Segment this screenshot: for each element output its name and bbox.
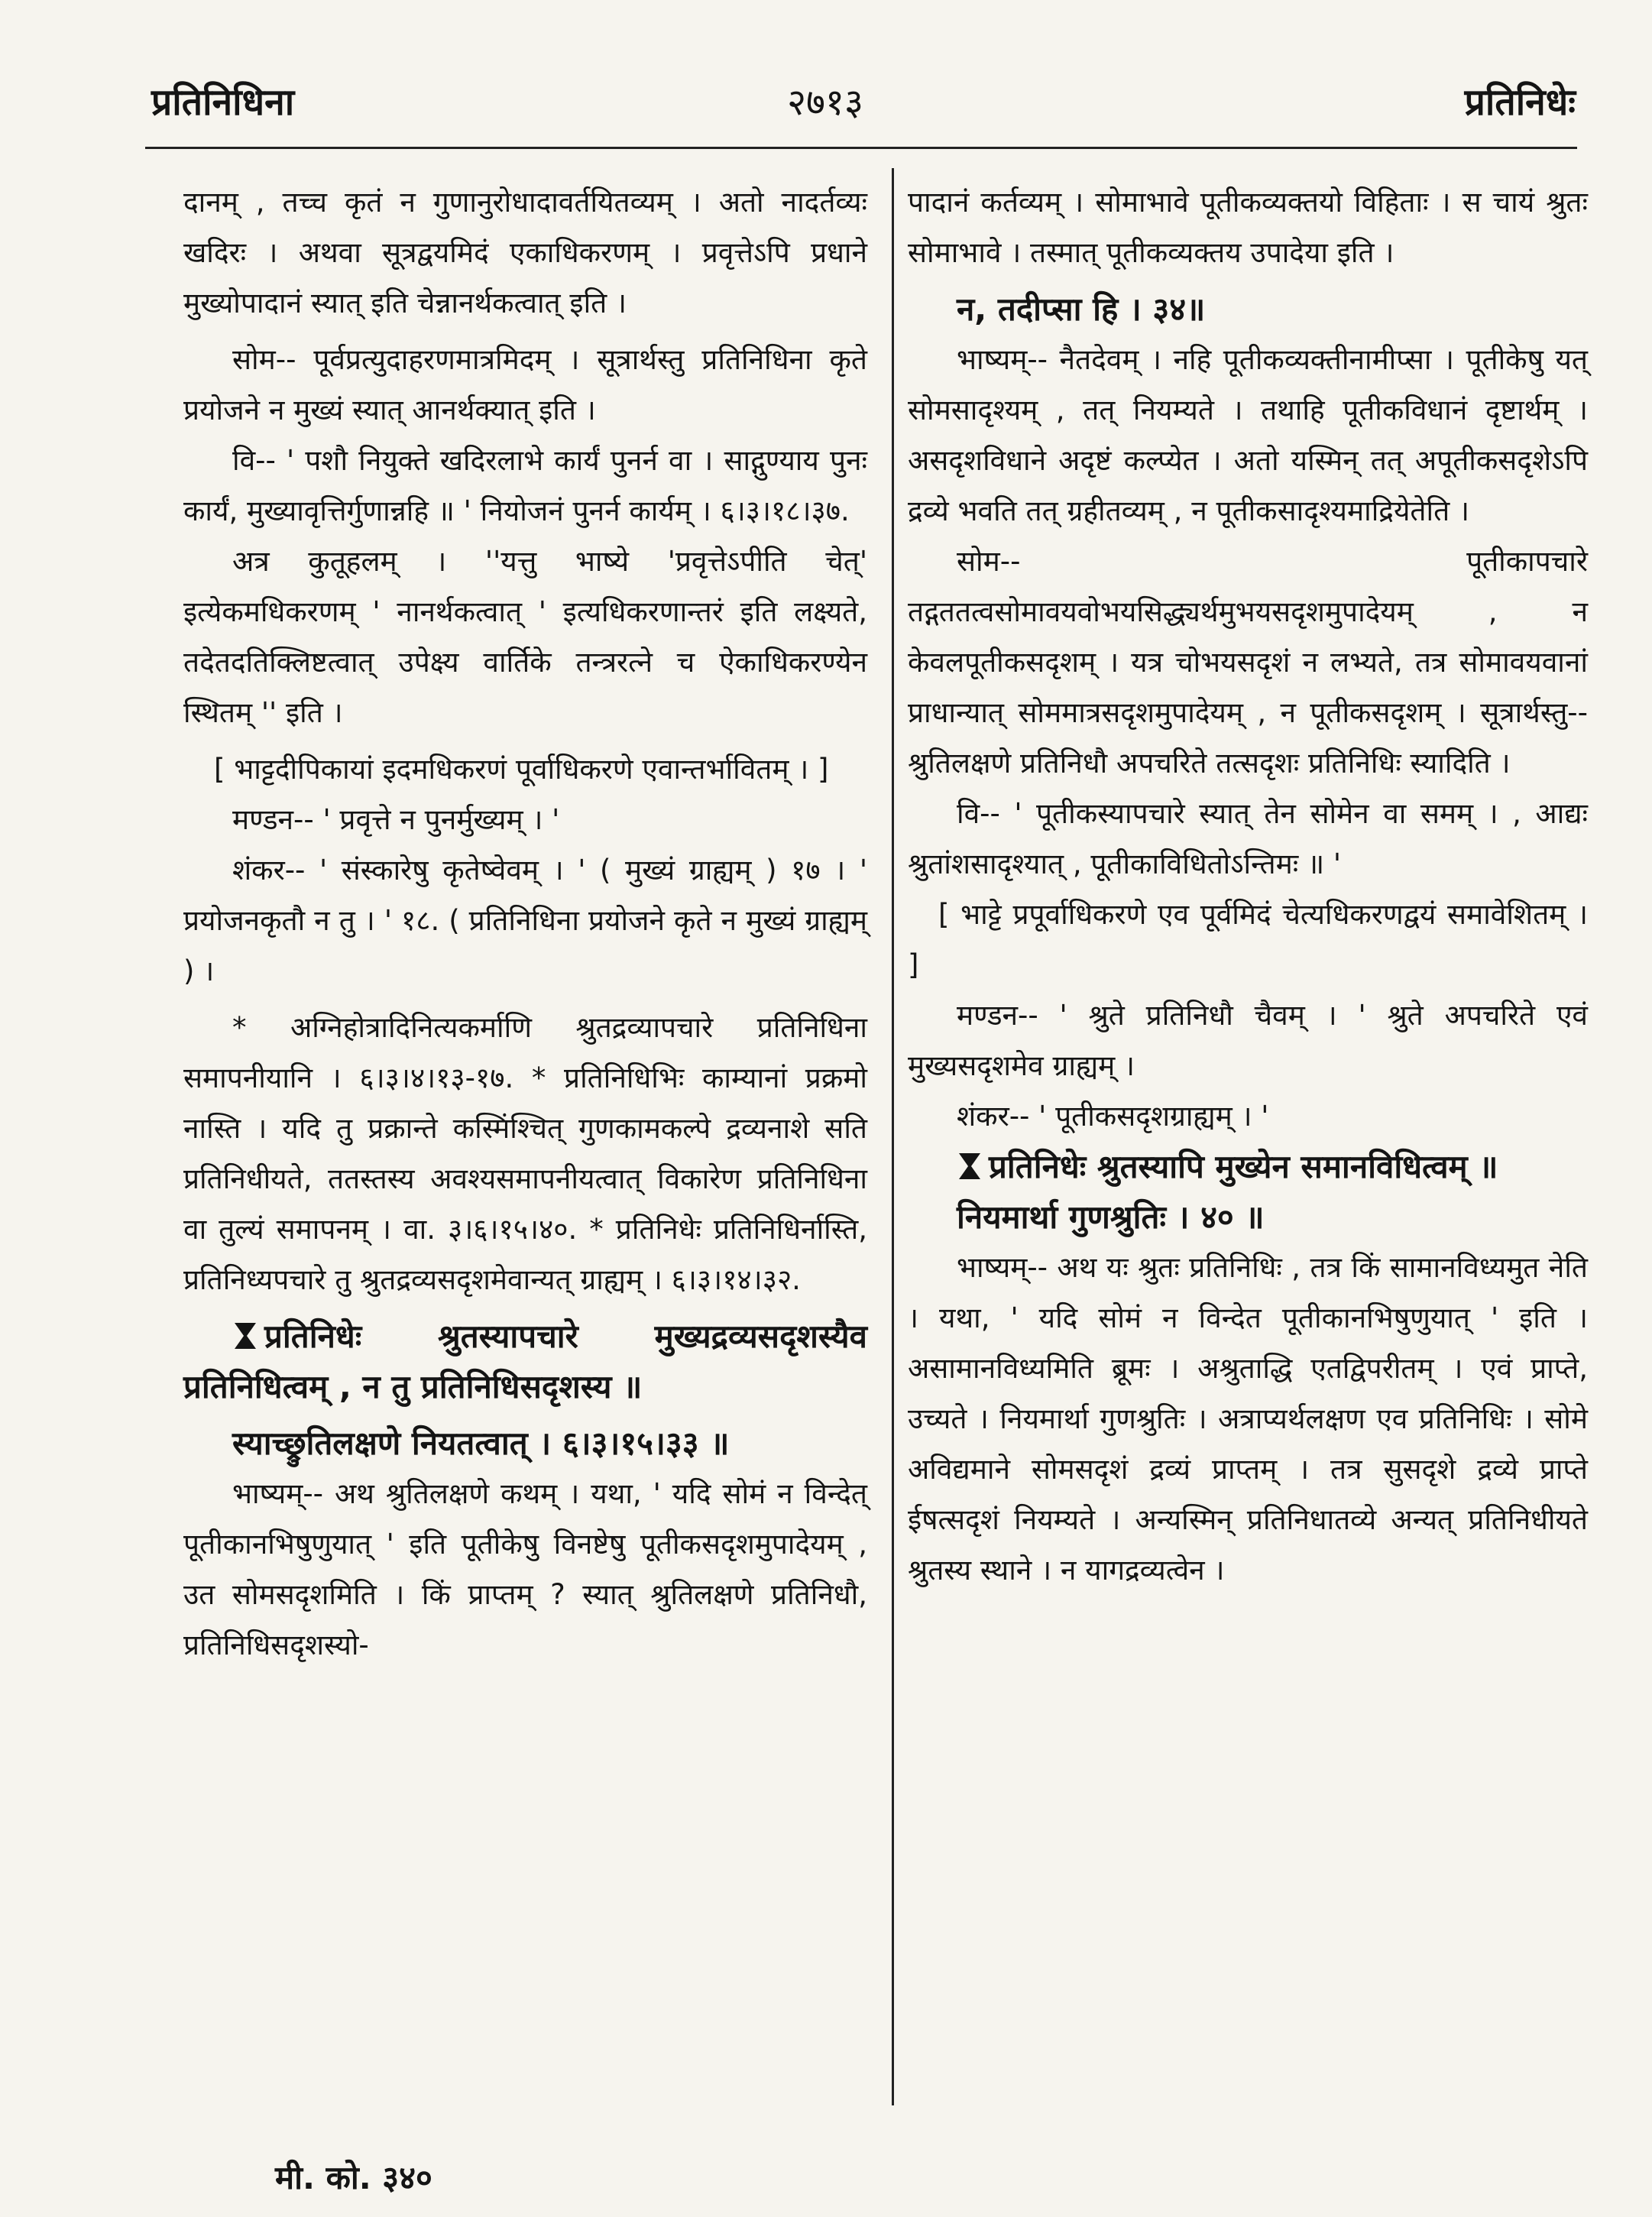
paragraph: [ भाट्टदीपिकायां इदमधिकरणं पूर्वाधिकरणे एवान्तर्भावितम् । ] — [214, 753, 829, 786]
left-column — [183, 177, 867, 1671]
paragraph: शंकर-- ' संस्कारेषु कृतेष्वेवम् । ' ( मुख्यं ग्राह्यम् ) १७ । ' प्रयोजनकृतौ न तु । ' १८. ( प्रतिनिधिना प्रयोजने कृते न मुख्यं ग्राह्यम् ) । — [183, 854, 868, 987]
paragraph: वि-- ' पूतीकस्यापचारे स्यात् तेन सोमेन वा समम् । , आद्यः श्रुतांशसादृश्यात् , पूतीकाविधितोऽन्तिमः ॥ ' — [908, 797, 1588, 880]
sutra: स्याच्छ्रुतिलक्षणे नियतत्वात् । ६।३।१५।३३ ॥ — [232, 1425, 730, 1462]
paragraph: दानम् , तच्च कृतं न गुणानुरोधादावर्तयितव्यम् । अतो नादर्तव्यः खदिरः । अथवा सूत्रद्वयमिदं एकाधिकरणम् । प्रवृत्तेऽपि प्रधाने मुख्योपादानं स्यात् इति चेन्नानर्थकत्वात् इति । — [183, 186, 867, 319]
running-head-left: प्रतिनिधिना — [151, 81, 295, 124]
section-heading — [183, 1311, 867, 1412]
footer-signature: मी. को. ३४० — [275, 2159, 432, 2196]
hourglass-icon — [232, 1321, 258, 1350]
paragraph: भाष्यम्-- नैतदेवम् । नहि पूतीकव्यक्तीनामीप्सा । पूतीकेषु यत् सोमसादृश्यम् , तत् नियम्यते । तथाहि पूतीकविधानं दृष्टार्थम् । असदृशविधाने अदृष्टं कल्प्येत । अतो यस्मिन् तत् अपूतीकसदृशेऽपि द्रव्ये भवति तत् ग्रहीतव्यम् , न पूतीकसादृश्यमाद्रियेतेति । — [908, 343, 1588, 527]
paragraph: मण्डन-- ' प्रवृत्ते न पुनर्मुख्यम् । ' — [232, 803, 560, 836]
hourglass-icon — [957, 1152, 983, 1181]
paragraph: भाष्यम्-- अथ श्रुतिलक्षणे कथम् । यथा, ' यदि सोमं न विन्देत् पूतीकानभिषुणुयात् ' इति पूतीकेषु विनष्टेषु पूतीकसदृशमुपादेयम् , उत सोमसदृशमिति । किं प्राप्तम् ? स्यात् श्रुतिलक्षणे प्रतिनिधौ, प्रतिनिधिसदृशस्यो- — [183, 1477, 867, 1661]
paragraph: शंकर-- ' पूतीकसदृशग्राह्यम् । ' — [957, 1100, 1269, 1133]
running-head-right: प्रतिनिधेः — [1464, 81, 1576, 124]
paragraph: भाष्यम्-- अथ यः श्रुतः प्रतिनिधिः , तत्र किं सामानविध्यमुत नेति । यथा, ' यदि सोमं न विन्देत पूतीकानभिषुणुयात् ' इति । असामानविध्यमिति ब्रूमः । अश्रुताद्धि एतद्विपरीतम् । एवं प्राप्ते, उच्यते । नियमार्था गुणश्रुतिः । अत्राप्यर्थलक्षण एव प्रतिनिधिः । सोमे अविद्यमाने सोमसदृशं द्रव्यं प्राप्तम् । तत्र सुसदृशे द्रव्ये प्राप्ते ईषत्सदृशं नियम्यते । अन्यस्मिन् प्रतिनिधातव्ये अन्यत् प्रतिनिधीयते श्रुतस्य स्थाने । न यागद्रव्यत्वेन । — [908, 1251, 1588, 1587]
paragraph: मण्डन-- ' श्रुते प्रतिनिधौ चैवम् । ' श्रुते अपचरिते एवं मुख्यसदृशमेव ग्राह्यम् । — [908, 999, 1588, 1082]
paragraph: * अग्निहोत्रादिनित्यकर्माणि श्रुतद्रव्यापचारे प्रतिनिधिना समापनीयानि । ६।३।४।१३-१७. * प्रतिनिधिभिः काम्यानां प्रक्रमो नास्ति । यदि तु प्रक्रान्ते कस्मिंश्चित् गुणकामकल्पे द्रव्यनाशे सति प्रतिनिधीयते, ततस्तस्य अवश्यसमापनीयत्वात् विकारेण प्रतिनिधिना वा तुल्यं समापनम् । वा. ३।६।१५।४०. * प्रतिनिधेः प्रतिनिधिर्नास्ति, प्रतिनिध्यपचारे तु श्रुतद्रव्यसदृशमेवान्यत् ग्राह्यम् । ६।३।१४।३२. — [183, 1011, 867, 1296]
section-heading-text: प्रतिनिधेः श्रुतस्यापि मुख्येन समानविधित्वम् ॥ — [989, 1148, 1498, 1185]
paragraph: सोम-- पूर्वप्रत्युदाहरणमात्रमिदम् । सूत्रार्थस्तु प्रतिनिधिना कृते प्रयोजने न मुख्यं स्यात् आनर्थक्यात् इति । — [183, 343, 867, 426]
paragraph: पादानं कर्तव्यम् । सोमाभावे पूतीकव्यक्तयो विहिताः । स चायं श्रुतः सोमाभावे । तस्मात् पूतीकव्यक्तय उपादेया इति । — [908, 186, 1588, 269]
paragraph: अत्र कुतूहलम् । ''यत्तु भाष्ये 'प्रवृत्तेऽपीति चेत्' इत्येकमधिकरणम् ' नानर्थकत्वात् ' इत्यधिकरणान्तरं इति लक्ष्यते, तदेतदतिक्लिष्टत्वात् उपेक्ष्य वार्तिके तन्त्ररत्ने च ऐकाधिकरण्येन स्थितम् '' इति । — [183, 545, 867, 729]
right-column — [908, 177, 1588, 1596]
page-number: २७१३ — [787, 81, 863, 124]
section-heading — [908, 1142, 1588, 1192]
paragraph: वि-- ' पशौ नियुक्ते खदिरलाभे कार्यं पुनर्न वा । साद्गुण्याय पुनः कार्यं, मुख्यावृत्तिर्गुणान्नहि ॥ ' नियोजनं पुनर्न कार्यम् । ६।३।१८।३७. — [183, 444, 867, 527]
sutra: नियमार्था गुणश्रुतिः । ४० ॥ — [957, 1198, 1265, 1236]
sutra: न, तदीप्सा हि । ३४॥ — [957, 290, 1206, 328]
paragraph: [ भाट्टे प्रपूर्वाधिकरणे एव पूर्वमिदं चेत्यधिकरणद्वयं समावेशितम् । ] — [908, 898, 1588, 981]
paragraph: सोम-- पूतीकापचारे तद्गततत्वसोमावयवोभयसिद्ध्यर्थमुभयसदृशमुपादेयम् , न केवलपूतीकसदृशम् । यत्र चोभयसदृशं न लभ्यते, तत्र सोमावयवानां प्राधान्यात् सोममात्रसदृशमुपादेयम् , न पूतीकसदृशम् । सूत्रार्थस्तु-- श्रुतिलक्षणे प्रतिनिधौ अपचरिते तत्सदृशः प्रतिनिधिः स्यादिति । — [908, 545, 1588, 780]
section-heading-text: प्रतिनिधेः श्रुतस्यापचारे मुख्यद्रव्यसदृशस्यैव प्रतिनिधित्वम् , न तु प्रतिनिधिसदृशस्य ॥ — [183, 1318, 867, 1405]
header-rule — [145, 147, 1577, 149]
column-divider — [892, 168, 894, 2105]
